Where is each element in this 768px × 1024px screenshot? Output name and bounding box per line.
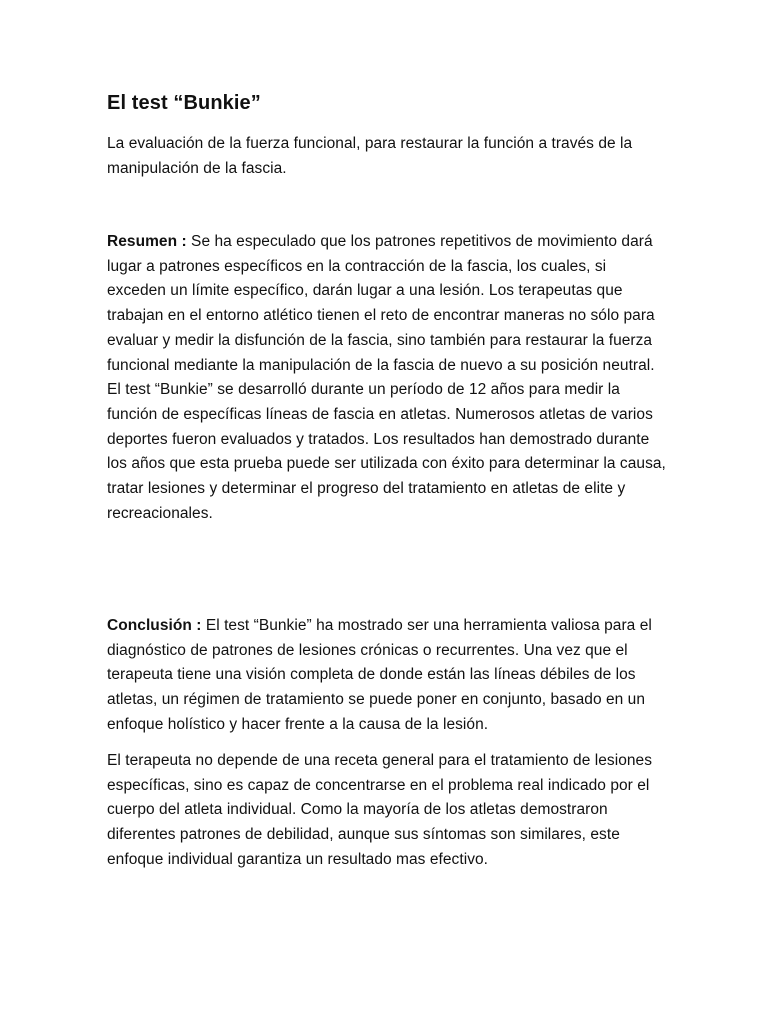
document-title: El test “Bunkie” <box>107 92 261 114</box>
document-subtitle: La evaluación de la fuerza funcional, para restaurar la función a través de la manipulación de la fascia. <box>107 135 633 177</box>
resumen-label: Resumen : <box>107 233 187 250</box>
conclusion-paragraph <box>107 614 667 738</box>
resumen-text: Se ha especulado que los patrones repetitivos de movimiento dará lugar a patrones específicos en la contracción de la fascia, los cuales, si exceden un límite específico, darán lugar a una lesión. Los terapeutas que trabajan en el entorno atlético tienen el reto de encontrar maneras no sólo para evaluar y medir la disfunción de la fascia, sino también para restaurar la fuerza funcional mediante la manipulación de la fascia de nuevo a su posición neutral. El test “Bunkie” se desarrolló durante un período de 12 años para medir la función de específicas líneas de fascia en atletas. Numerosos atletas de varios deportes fueron evaluados y tratados. Los resultados han demostrado durante los años que esta prueba puede ser utilizada con éxito para determinar la causa, tratar lesiones y determinar el progreso del tratamiento en atletas de elite y recreacionales. <box>107 233 666 522</box>
conclusion-label: Conclusión : <box>107 617 202 634</box>
resumen-paragraph <box>107 230 667 526</box>
closing-paragraph: El terapeuta no depende de una receta general para el tratamiento de lesiones específicas, sino es capaz de concentrarse en el problema real indicado por el cuerpo del atleta individual. Como la mayoría de los atletas demostraron diferentes patrones de debilidad, aunque sus síntomas son similares, este enfoque individual garantiza un resultado mas efectivo. <box>107 752 653 868</box>
conclusion-text: El test “Bunkie” ha mostrado ser una herramienta valiosa para el diagnóstico de patrones de lesiones crónicas o recurrentes. Una vez que el terapeuta tiene una visión completa de donde están las líneas débiles de los atletas, un régimen de tratamiento se puede poner en conjunto, basado en un enfoque holístico y hacer frente a la causa de la lesión. <box>107 617 652 733</box>
